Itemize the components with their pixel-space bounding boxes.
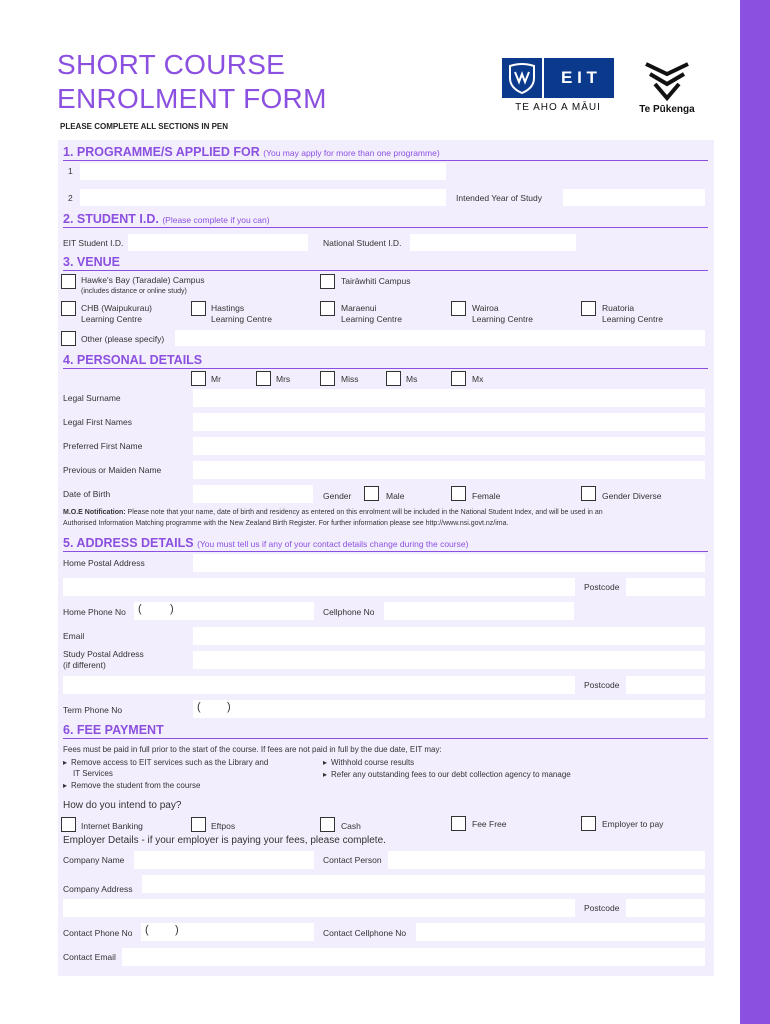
pay-fee-free-checkbox[interactable] [451, 816, 466, 831]
section-divider [63, 227, 708, 228]
title-miss-checkbox[interactable] [320, 371, 335, 386]
section-student-id-heading: 2. STUDENT I.D. (Please complete if you can) [63, 212, 270, 226]
title-mr-label: Mr [211, 374, 221, 384]
form-title: SHORT COURSE ENROLMENT FORM [57, 49, 327, 114]
programme-2-field[interactable] [80, 189, 446, 206]
pay-internet-banking-label: Internet Banking [81, 821, 143, 831]
title-mx-label: Mx [472, 374, 484, 384]
fee-bullet-library: ▸ Remove access to EIT services such as the Library and [63, 757, 268, 769]
company-name-field[interactable] [134, 851, 314, 869]
home-postal-address-field[interactable] [193, 554, 705, 572]
section-fee-heading: 6. FEE PAYMENT [63, 723, 164, 737]
section-divider [63, 270, 708, 271]
pay-cash-checkbox[interactable] [320, 817, 335, 832]
venue-other-label: Other (please specify) [81, 334, 165, 344]
contact-area-code-open: ( [145, 924, 149, 936]
national-student-id-label: National Student I.D. [323, 238, 402, 248]
venue-tairawhiti-checkbox[interactable] [320, 274, 335, 289]
contact-email-field[interactable] [122, 948, 705, 966]
venue-maraenui-checkbox[interactable] [320, 301, 335, 316]
cellphone-label: Cellphone No [323, 607, 375, 617]
term-area-code-open: ( [197, 701, 201, 713]
venue-hawkes-bay-checkbox[interactable] [61, 274, 76, 289]
section-programmes-heading: 1. PROGRAMME/S APPLIED FOR (You may apply for more than one programme) [63, 145, 440, 159]
term-phone-label: Term Phone No [63, 705, 123, 715]
programme-row-2-label: 2 [68, 193, 73, 203]
payment-method-question: How do you intend to pay? [63, 800, 182, 811]
legal-first-names-label: Legal First Names [63, 417, 132, 427]
venue-other-checkbox[interactable] [61, 331, 76, 346]
eit-student-id-label: EIT Student I.D. [63, 238, 124, 248]
gender-diverse-label: Gender Diverse [602, 491, 662, 501]
pay-employer-checkbox[interactable] [581, 816, 596, 831]
gender-female-checkbox[interactable] [451, 486, 466, 501]
side-accent-bar [740, 0, 770, 1024]
company-address-field[interactable] [142, 875, 705, 893]
gender-female-label: Female [472, 491, 501, 501]
email-label: Email [63, 631, 85, 641]
legal-surname-field[interactable] [193, 389, 705, 407]
contact-cellphone-field[interactable] [416, 923, 705, 941]
venue-ruatoria-checkbox[interactable] [581, 301, 596, 316]
title-mr-checkbox[interactable] [191, 371, 206, 386]
title-mrs-checkbox[interactable] [256, 371, 271, 386]
company-address-label: Company Address [63, 884, 133, 894]
section-divider [63, 160, 708, 161]
venue-wairoa-label: Wairoa Learning Centre [472, 303, 533, 324]
home-postal-address-line2-field[interactable] [63, 578, 575, 596]
contact-email-label: Contact Email [63, 952, 116, 962]
study-postcode-field[interactable] [626, 676, 705, 694]
company-postcode-field[interactable] [626, 899, 705, 917]
intended-year-label: Intended Year of Study [456, 193, 543, 203]
eit-wordmark: E I T [544, 58, 614, 98]
legal-surname-label: Legal Surname [63, 393, 121, 403]
pay-employer-label: Employer to pay [602, 819, 664, 829]
previous-name-label: Previous or Maiden Name [63, 465, 162, 475]
contact-cellphone-label: Contact Cellphone No [323, 928, 407, 938]
contact-person-label: Contact Person [323, 855, 382, 865]
contact-phone-label: Contact Phone No [63, 928, 133, 938]
company-name-label: Company Name [63, 855, 125, 865]
venue-hawkes-bay-label: Hawke's Bay (Taradale) Campus (includes distance or online study) [81, 275, 205, 295]
title-miss-label: Miss [341, 374, 359, 384]
study-postal-address-field[interactable] [193, 651, 705, 669]
moe-notification: M.O.E Notification: Please note that your name, date of birth and residency as entered on this enrolment will be included in the National Student Index, and will be used in an Authorised Information Matching programme with the New Zealand Birth Register. For further information please see http://www.nsi.govt.nz/ima. [63, 509, 603, 527]
te-pukenga-logo [636, 58, 698, 118]
te-pukenga-wordmark: Te Pūkenga [639, 104, 695, 115]
cellphone-field[interactable] [384, 602, 574, 620]
home-postcode-label: Postcode [584, 582, 620, 592]
term-phone-field[interactable] [193, 700, 705, 718]
pay-eftpos-checkbox[interactable] [191, 817, 206, 832]
section-divider [63, 368, 708, 369]
section-divider [63, 551, 708, 552]
contact-person-field[interactable] [388, 851, 705, 869]
contact-area-code-close: ) [175, 924, 179, 936]
programme-row-1-label: 1 [68, 166, 73, 176]
venue-chb-checkbox[interactable] [61, 301, 76, 316]
pay-fee-free-label: Fee Free [472, 819, 507, 829]
venue-ruatoria-label: Ruatoria Learning Centre [602, 303, 663, 324]
venue-chb-label: CHB (Waipukurau) Learning Centre [81, 303, 153, 324]
previous-name-field[interactable] [193, 461, 705, 479]
fee-bullet-library-cont: IT Services [73, 769, 113, 778]
email-field[interactable] [193, 627, 705, 645]
area-code-close: ) [170, 603, 174, 615]
programme-1-field[interactable] [80, 163, 446, 180]
gender-diverse-checkbox[interactable] [581, 486, 596, 501]
pay-eftpos-label: Eftpos [211, 821, 236, 831]
fee-intro: Fees must be paid in full prior to the start of the course. If fees are not paid in full by the due date, EIT may: [63, 745, 442, 754]
gender-male-label: Male [386, 491, 405, 501]
section-address-heading: 5. ADDRESS DETAILS (You must tell us if any of your contact details change during the course) [63, 536, 469, 550]
company-postcode-label: Postcode [584, 903, 620, 913]
company-address-line2-field[interactable] [63, 899, 575, 917]
te-pukenga-icon [642, 58, 692, 102]
study-postal-address-label: Study Postal Address (if different) [63, 649, 144, 670]
venue-maraenui-label: Maraenui Learning Centre [341, 303, 402, 324]
study-postcode-label: Postcode [584, 680, 620, 690]
eit-shield-icon [502, 58, 542, 98]
legal-first-names-field[interactable] [193, 413, 705, 431]
pay-internet-banking-checkbox[interactable] [61, 817, 76, 832]
venue-tairawhiti-label: Tairāwhiti Campus [341, 276, 411, 286]
national-student-id-field[interactable] [410, 234, 576, 251]
gender-male-checkbox[interactable] [364, 486, 379, 501]
title-mrs-label: Mrs [276, 374, 291, 384]
preferred-name-field[interactable] [193, 437, 705, 455]
title-ms-label: Ms [406, 374, 418, 384]
section-personal-heading: 4. PERSONAL DETAILS [63, 353, 203, 367]
contact-phone-field[interactable] [141, 923, 314, 941]
term-area-code-close: ) [227, 701, 231, 713]
preferred-name-label: Preferred First Name [63, 441, 143, 451]
intended-year-field[interactable] [563, 189, 705, 206]
home-phone-label: Home Phone No [63, 607, 126, 617]
study-postal-address-line2-field[interactable] [63, 676, 575, 694]
title-ms-checkbox[interactable] [386, 371, 401, 386]
home-phone-field[interactable] [134, 602, 314, 620]
pay-cash-label: Cash [341, 821, 361, 831]
eit-tagline: TE AHO A MĀUI [515, 102, 601, 113]
fee-bullet-debt: ▸ Refer any outstanding fees to our debt collection agency to manage [323, 769, 571, 781]
date-of-birth-label: Date of Birth [63, 489, 111, 499]
home-postcode-field[interactable] [626, 578, 705, 596]
fee-bullet-withhold: ▸ Withhold course results [323, 757, 414, 769]
form-instruction: PLEASE COMPLETE ALL SECTIONS IN PEN [60, 122, 229, 131]
fee-bullet-remove: ▸ Remove the student from the course [63, 780, 200, 792]
venue-hastings-label: Hastings Learning Centre [211, 303, 272, 324]
title-mx-checkbox[interactable] [451, 371, 466, 386]
section-venue-heading: 3. VENUE [63, 255, 120, 269]
venue-hastings-checkbox[interactable] [191, 301, 206, 316]
eit-student-id-field[interactable] [128, 234, 308, 251]
venue-wairoa-checkbox[interactable] [451, 301, 466, 316]
home-postal-address-label: Home Postal Address [63, 558, 145, 568]
employer-details-heading: Employer Details - if your employer is paying your fees, please complete. [63, 835, 386, 846]
date-of-birth-field[interactable] [193, 485, 313, 503]
section-divider [63, 738, 708, 739]
area-code-open: ( [138, 603, 142, 615]
venue-other-field[interactable] [175, 330, 705, 346]
gender-label: Gender [323, 491, 352, 501]
eit-logo [502, 58, 614, 118]
